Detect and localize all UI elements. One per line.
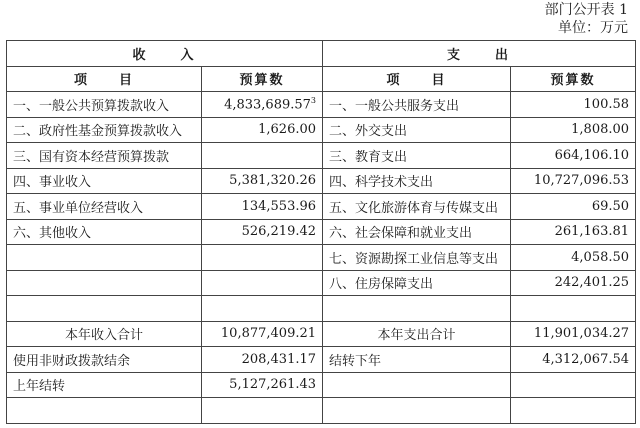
table-row-blank — [7, 398, 636, 424]
expense-item-header: 项 目 — [323, 66, 511, 92]
carryover-label: 结转下年 — [323, 347, 511, 373]
nonfiscal-label: 使用非财政拨款结余 — [7, 347, 202, 373]
expense-label: 一、一般公共服务支出 — [323, 92, 511, 118]
column-header-row — [7, 66, 636, 92]
table-row — [7, 92, 636, 118]
footnote-mark: 3 — [310, 96, 317, 106]
income-value: 134,553.96 — [202, 194, 323, 220]
nonfiscal-value: 208,431.17 — [202, 347, 323, 373]
expense-value: 4,058.50 — [511, 245, 636, 271]
expense-label: 三、教育支出 — [323, 143, 511, 169]
expense-value: 664,106.10 — [511, 143, 636, 169]
blank-cell — [511, 398, 636, 424]
prev-year-label: 上年结转 — [7, 372, 202, 398]
expense-value: 10,727,096.53 — [511, 168, 636, 194]
table-row — [7, 168, 636, 194]
unit-label: 单位：万元 — [558, 20, 628, 36]
blank-cell — [511, 372, 636, 398]
income-label: 五、事业单位经营收入 — [7, 194, 202, 220]
table-row — [7, 270, 636, 296]
table-row-blank — [7, 296, 636, 322]
expense-label: 五、文化旅游体育与传媒支出 — [323, 194, 511, 220]
income-label-empty — [7, 270, 202, 296]
expense-value: 242,401.25 — [511, 270, 636, 296]
income-label: 一、一般公共预算拨款收入 — [7, 92, 202, 118]
expense-section-header: 支 出 — [323, 41, 636, 67]
table-row — [7, 347, 636, 373]
prev-year-value: 5,127,261.43 — [202, 372, 323, 398]
expense-budget-header: 预算数 — [511, 66, 636, 92]
table-row — [7, 117, 636, 143]
expense-value: 100.58 — [511, 92, 636, 118]
expense-value: 1,808.00 — [511, 117, 636, 143]
expense-value: 261,163.81 — [511, 219, 636, 245]
blank-cell — [323, 372, 511, 398]
income-value — [202, 143, 323, 169]
blank-cell — [511, 296, 636, 322]
table-row — [7, 194, 636, 220]
blank-cell — [7, 296, 202, 322]
income-label: 四、事业收入 — [7, 168, 202, 194]
expense-label: 二、外交支出 — [323, 117, 511, 143]
income-total-label: 本年收入合计 — [7, 321, 202, 347]
expense-label: 六、社会保障和就业支出 — [323, 219, 511, 245]
income-value-empty — [202, 245, 323, 271]
blank-cell — [323, 296, 511, 322]
income-value-empty — [202, 270, 323, 296]
carryover-value: 4,312,067.54 — [511, 347, 636, 373]
income-value: 526,219.42 — [202, 219, 323, 245]
income-label-empty — [7, 245, 202, 271]
budget-table — [6, 40, 636, 424]
income-section-header: 收 入 — [7, 41, 323, 67]
table-row — [7, 219, 636, 245]
income-label: 三、国有资本经营预算拨款 — [7, 143, 202, 169]
table-row — [7, 143, 636, 169]
blank-cell — [7, 398, 202, 424]
expense-value: 69.50 — [511, 194, 636, 220]
income-label: 六、其他收入 — [7, 219, 202, 245]
expense-label: 四、科学技术支出 — [323, 168, 511, 194]
expense-label: 八、住房保障支出 — [323, 270, 511, 296]
income-value: 4,833,689.57$^3$ — [202, 92, 323, 118]
income-total-value: 10,877,409.21 — [202, 321, 323, 347]
income-value: 1,626.00 — [202, 117, 323, 143]
expense-label: 七、资源勘探工业信息等支出 — [323, 245, 511, 271]
blank-cell — [202, 398, 323, 424]
table-row — [7, 372, 636, 398]
income-budget-header: 预算数 — [202, 66, 323, 92]
form-number: 部门公开表 1 — [544, 2, 628, 18]
income-item-header: 项 目 — [7, 66, 202, 92]
income-label: 二、政府性基金预算拨款收入 — [7, 117, 202, 143]
blank-cell — [323, 398, 511, 424]
section-header-row — [7, 41, 636, 67]
totals-row — [7, 321, 636, 347]
table-row — [7, 245, 636, 271]
blank-cell — [202, 296, 323, 322]
expense-total-value: 11,901,034.27 — [511, 321, 636, 347]
income-value: 5,381,320.26 — [202, 168, 323, 194]
expense-total-label: 本年支出合计 — [323, 321, 511, 347]
